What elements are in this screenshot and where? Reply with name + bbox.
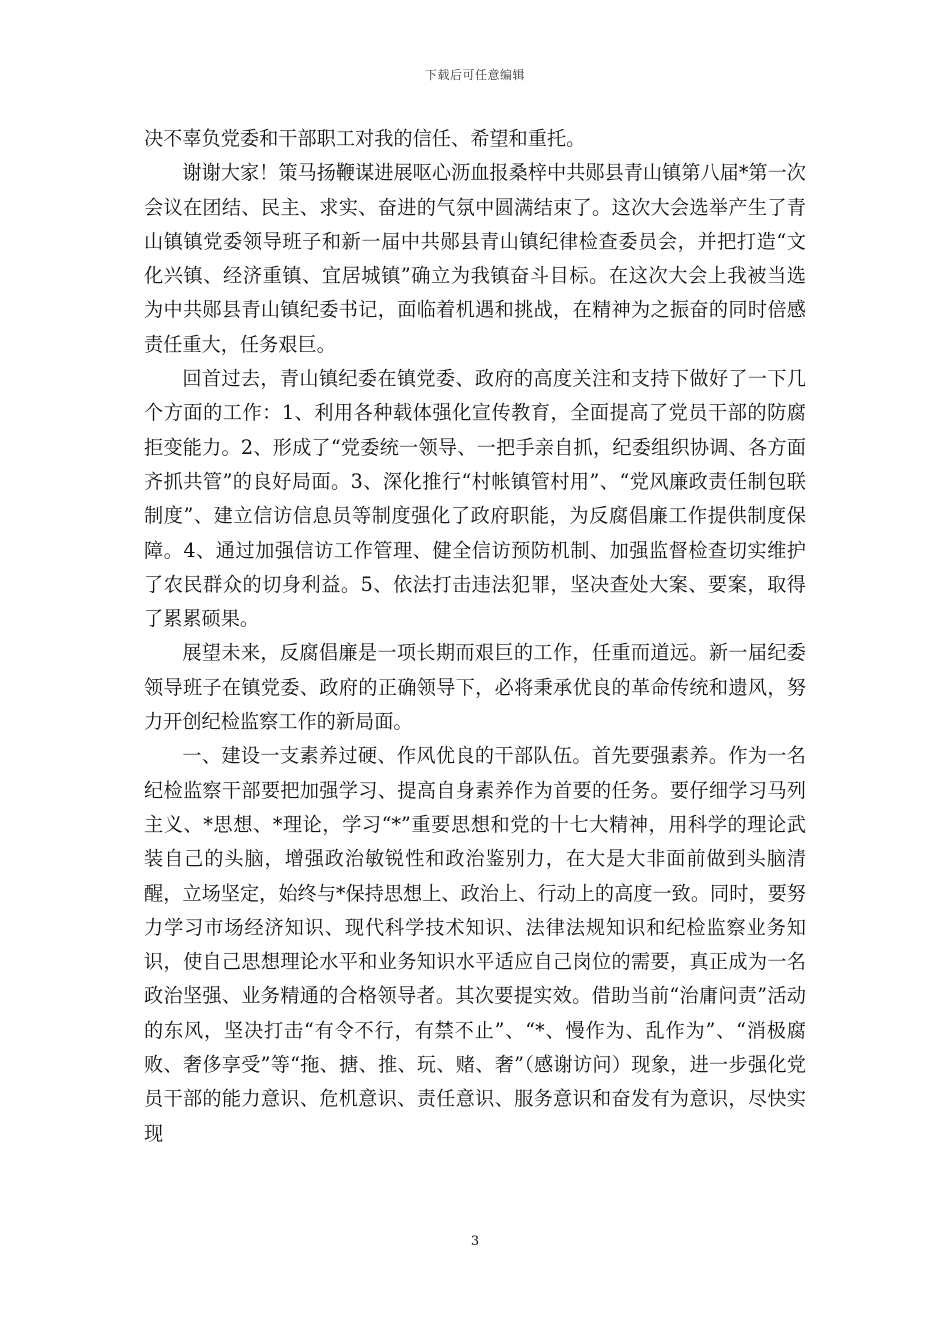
paragraph-section-one: 一、建设一支素养过硬、作风优良的干部队伍。首先要强素养。作为一名纪检监察干部要把加强学习、提高自身素养作为首要的任务。要仔细学习马列主义、*思想、*理论，学习“*”重要思想和党的十七大精神，用科学的理论武装自己的头脑，增强政治敏锐性和政治鉴别力，在大是大非面前做到头脑清醒，立场坚定，始终与*保持思想上、政治上、行动上的高度一致。同时，要努力学习市场经济知识、现代科学技术知识、法律法规知识和纪检监察业务知识，使自己思想理论水平和业务知识水平适应自己岗位的需要，真正成为一名政治坚强、业务精通的合格领导者。其次要提实效。借助当前“治庸问责”活动的东风，坚决打击“有令不行，有禁不止”、“*、慢作为、乱作为”、“消极腐败、奢侈享受”等“拖、搪、推、玩、赌、奢”（感谢访问）现象，进一步强化党员干部的能力意识、危机意识、责任意识、服务意识和奋发有为意识，尽快实现 bbox=[144, 744, 806, 1145]
page-header: 下载后可任意编辑 bbox=[424, 68, 525, 82]
paragraph-review: 回首过去，青山镇纪委在镇党委、政府的高度关注和支持下做好了一下几个方面的工作：1、利用各种载体强化宣传教育，全面提高了党员干部的防腐拒变能力。2、形成了“党委统一领导、一把手亲自抓，纪委组织协调、各方面齐抓共管”的良好局面。3、深化推行“村帐镇管村用”、“党风廉政责任制包联制度”、建立信访信息员等制度强化了政府职能，为反腐倡廉工作提供制度保障。4、通过加强信访工作管理、健全信访预防机制、加强监督检查切实维护了农民群众的切身利益。5、依法打击违法犯罪，坚决查处大案、要案，取得了累累硕果。 bbox=[144, 367, 806, 631]
document-body bbox=[144, 122, 806, 1151]
paragraph-continuation: 决不辜负党委和干部职工对我的信任、希望和重托。 bbox=[144, 127, 586, 150]
paragraph-outlook: 展望未来，反腐倡廉是一项长期而艰巨的工作，任重而道远。新一届纪委领导班子在镇党委、政府的正确领导下，必将秉承优良的革命传统和遗风，努力开创纪检监察工作的新局面。 bbox=[144, 641, 806, 734]
page-number: 3 bbox=[470, 1234, 480, 1249]
paragraph-thanks: 谢谢大家！策马扬鞭谋进展呕心沥血报桑梓中共郧县青山镇第八届*第一次会议在团结、民主、求实、奋进的气氛中圆满结束了。这次大会选举产生了青山镇镇党委领导班子和新一届中共郧县青山镇纪律检查委员会，并把打造“文化兴镇、经济重镇、宜居城镇”确立为我镇奋斗目标。在这次大会上我被当选为中共郧县青山镇纪委书记，面临着机遇和挑战，在精神为之振奋的同时倍感责任重大，任务艰巨。 bbox=[144, 161, 806, 356]
